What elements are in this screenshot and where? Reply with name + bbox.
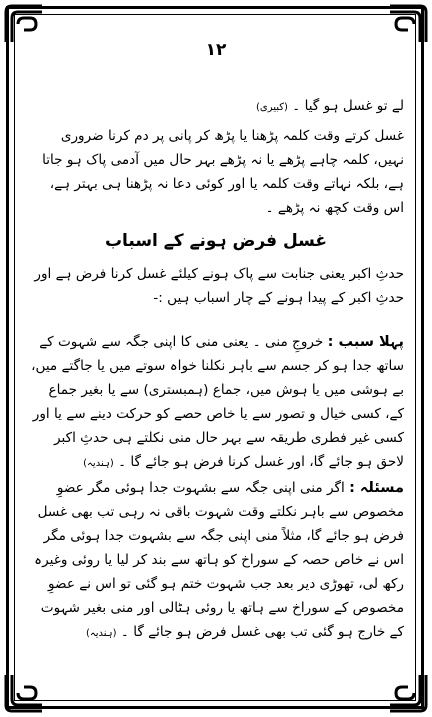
paragraph-intro: غسل کرتے وقت کلمہ پڑھنا یا پڑھ کر پانی پر دم کرنا ضروری نہیں، کلمہ چاہے پڑھے یا نہ پڑھے بہر حال میں آدمی پاک ہو جاتا ہے، بلکہ نہاتے وقت کلمہ یا اور کوئی دعا نہ پڑھنا ہی بہتر ہے، اس وقت کچھ نہ پڑھے ۔ [42,128,404,216]
first-cause-reference: (ہندیہ) [83,458,114,469]
top-line-text: لے تو غسل ہو گیا ۔ [292,98,404,114]
first-cause-text: خروجِ منی ۔ یعنی منی کا اپنی جگہ سے شہوت کے ساتھ جدا ہو کر جسم سے باہر نکلنا خواہ سوتے میں یا جاگتے میں، بے ہوشی میں یا ہوش میں، جماع (ہمبستری) سے یا بغیر جماع کے، کسی خیال و تصور سے یا خاص حصے کو حرکت دینے سے یا اور کسی غیر فطری طریقہ سے بہر حال منی نکلتے ہی حدثِ اکبر لاحق ہو جائے گا، اور غسل کرنا فرض ہو جائے گا ۔ [31,334,404,470]
top-line [28,94,404,120]
section-heading: غسل فرض ہونے کے اسباب [104,231,328,251]
masala-lead: مسئلہ : [349,480,404,496]
paragraph-masala [28,476,404,646]
page-content [28,40,404,680]
page-number: ۱۲ [205,40,227,60]
masala-text: اگر منی اپنی جگہ سے بشہوت جدا ہوئی مگر عضوِ مخصوص سے باہر نکلتے وقت شہوت باقی نہ رہی تب بھی غسل فرض ہو جائے گا، مثلاً منی اپنی جگہ سے بشہوت جدا ہوئی مگر اس نے خاص حصہ کے سوراخ کو ہاتھ سے بند کر لیا یا روئی وغیرہ رکھ لی، تھوڑی دیر بعد جب شہوت ختم ہو گئی تو اس نے عضوِ مخصوص کے سوراخ سے ہاتھ یا روئی ہٹالی اور منی بغیر شہوت کے خارج ہو گئی تب بھی غسل فرض ہو جائے گا ۔ [34,480,404,640]
top-line-reference: (کبیری) [256,102,288,113]
first-cause-lead: پہلا سبب : [327,334,404,350]
masala-reference: (ہندیہ) [86,628,117,639]
paragraph-first-cause [28,330,404,476]
paragraph-hadath: حدثِ اکبر یعنی جنابت سے پاک ہونے کیلئے غسل کرنا فرض ہے اور حدثِ اکبر کے پیدا ہونے کے چار اسباب ہیں :- [34,266,404,306]
